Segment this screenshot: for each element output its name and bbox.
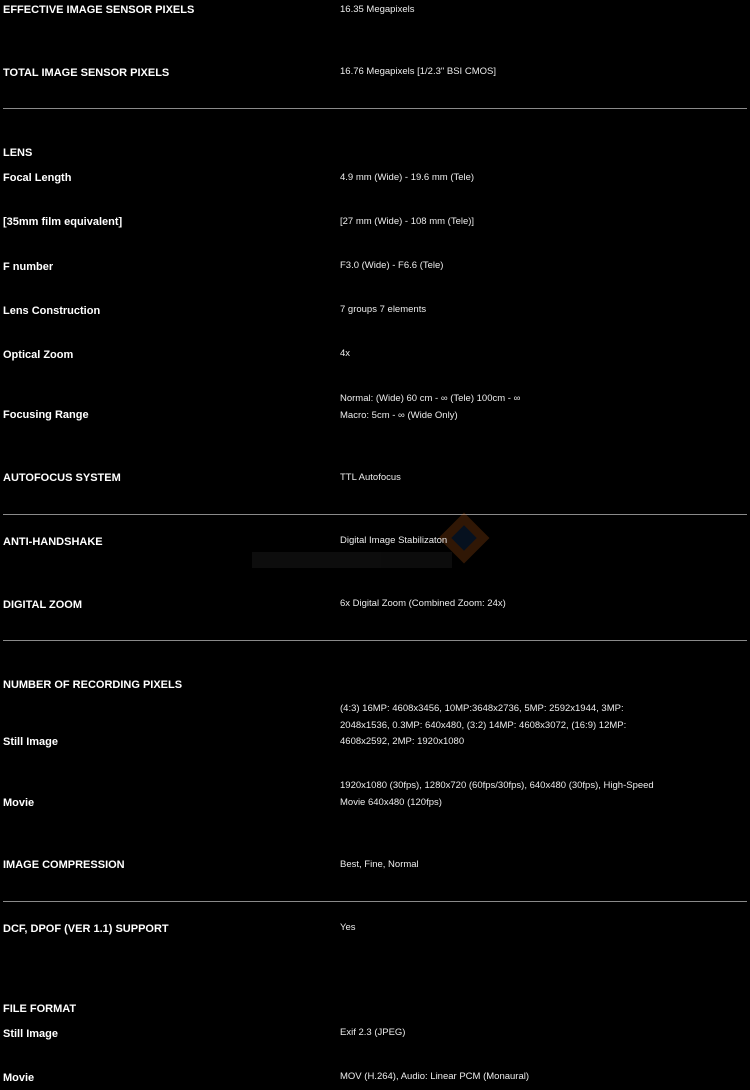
focusing-range-normal: Normal: (Wide) 60 cm - ∞ (Tele) 100cm - ∞	[340, 393, 521, 404]
movie-line: 1920x1080 (30fps), 1280x720 (60fps/30fps), 640x480 (30fps), High-Speed	[340, 780, 654, 791]
section-divider	[3, 108, 747, 109]
focal-length-label: Focal Length	[3, 172, 72, 184]
file-format-still-label: Still Image	[3, 1028, 59, 1040]
optical-zoom-value: 4x	[340, 348, 351, 359]
lens-heading: LENS	[3, 147, 33, 159]
movie-line: Movie 640x480 (120fps)	[340, 796, 442, 808]
lens-construction-value: 7 groups 7 elements	[340, 304, 427, 315]
image-compression-value: Best, Fine, Normal	[340, 859, 419, 870]
lens-construction-label: Lens Construction	[3, 305, 101, 317]
file-format-still-value: Exif 2.3 (JPEG)	[340, 1027, 406, 1038]
still-image-line: (4:3) 16MP: 4608x3456, 10MP:3648x2736, 5MP: 2592x1944, 3MP:	[340, 703, 624, 714]
anti-handshake-value: Digital Image Stabilizaton	[340, 535, 448, 546]
still-image-line: 2048x1536, 0.3MP: 640x480, (3:2) 14MP: 4608x3072, (16:9) 12MP:	[340, 719, 627, 731]
effective-pixels-value: 16.35 Megapixels	[340, 4, 415, 15]
section-divider	[3, 640, 747, 641]
f-number-label: F number	[3, 261, 54, 273]
file-format-movie-value: MOV (H.264), Audio: Linear PCM (Monaural)	[340, 1071, 530, 1082]
f-number-value: F3.0 (Wide) - F6.6 (Tele)	[340, 260, 444, 271]
recording-pixels-heading: NUMBER OF RECORDING PIXELS	[3, 679, 183, 691]
dcf-dpof-value: Yes	[340, 922, 356, 933]
film-equiv-value: [27 mm (Wide) - 108 mm (Tele)]	[340, 216, 475, 227]
still-image-line: 4608x2592, 2MP: 1920x1080	[340, 736, 465, 747]
movie-label: Movie	[3, 797, 35, 809]
focusing-range-label: Focusing Range	[3, 409, 89, 421]
movie-value	[340, 778, 690, 811]
autofocus-label: AUTOFOCUS SYSTEM	[3, 472, 121, 484]
total-pixels-value: 16.76 Megapixels [1/2.3" BSI CMOS]	[340, 66, 496, 77]
image-compression-label: IMAGE COMPRESSION	[3, 859, 125, 871]
anti-handshake-label: ANTI-HANDSHAKE	[3, 536, 103, 548]
digital-zoom-value: 6x Digital Zoom (Combined Zoom: 24x)	[340, 598, 506, 609]
still-image-label: Still Image	[3, 736, 59, 748]
watermark-text-block	[252, 552, 452, 568]
focusing-range-value	[340, 391, 690, 424]
file-format-heading: FILE FORMAT	[3, 1003, 77, 1015]
film-equiv-label: [35mm film equivalent]	[3, 216, 123, 228]
optical-zoom-label: Optical Zoom	[3, 349, 74, 361]
dcf-dpof-label: DCF, DPOF (VER 1.1) SUPPORT	[3, 923, 169, 935]
total-pixels-label: TOTAL IMAGE SENSOR PIXELS	[3, 67, 170, 79]
focusing-range-macro: Macro: 5cm - ∞ (Wide Only)	[340, 409, 458, 421]
autofocus-value: TTL Autofocus	[340, 472, 401, 483]
file-format-movie-label: Movie	[3, 1072, 35, 1084]
still-image-value	[340, 701, 690, 751]
digital-zoom-label: DIGITAL ZOOM	[3, 599, 83, 611]
section-divider	[3, 901, 747, 902]
effective-pixels-label: EFFECTIVE IMAGE SENSOR PIXELS	[3, 4, 195, 16]
focal-length-value: 4.9 mm (Wide) - 19.6 mm (Tele)	[340, 172, 475, 183]
